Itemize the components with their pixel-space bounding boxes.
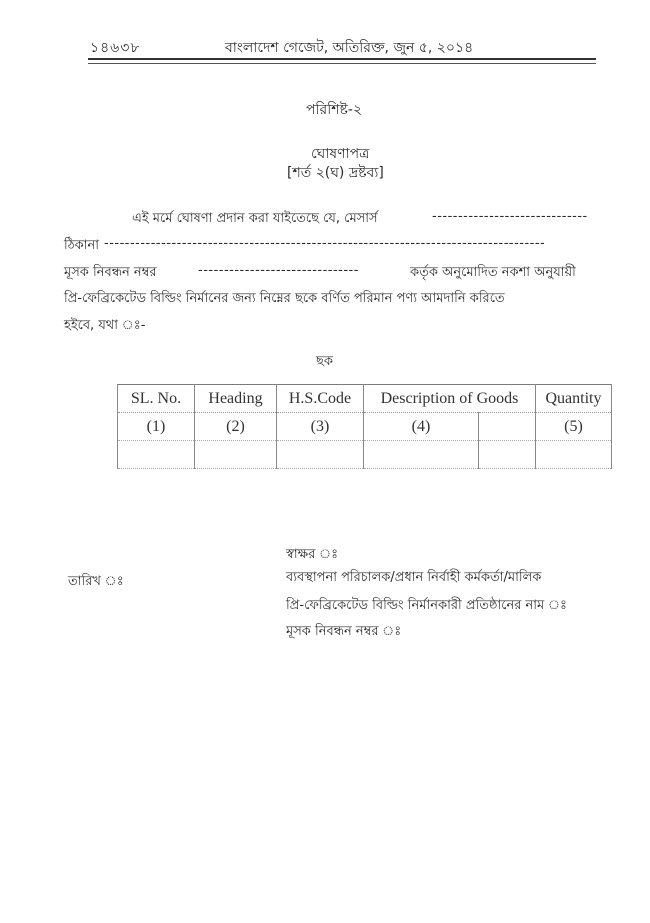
empty-cell	[195, 441, 277, 469]
header-hs-code: H.S.Code	[277, 385, 364, 413]
header-rule-thin	[88, 63, 596, 64]
table-caption: ছক	[316, 354, 333, 369]
goods-table	[117, 384, 612, 469]
gazette-header: বাংলাদেশ গেজেট, অতিরিক্ত, জুন ৫, ২০১৪	[225, 40, 474, 56]
col-number-3: (3)	[277, 413, 364, 441]
page-number: ১৪৬৩৮	[90, 40, 141, 56]
header-quantity: Quantity	[536, 385, 612, 413]
empty-cell	[479, 413, 536, 441]
header-heading: Heading	[195, 385, 277, 413]
declaration-title: ঘোষণাপত্র	[311, 146, 370, 162]
company-blank: ------------------------------	[432, 209, 588, 224]
declaration-subtitle: [শর্ত ২(ঘ) দ্রষ্টব্য]	[287, 165, 384, 181]
vat-reg-number-label: মূসক নিবন্ধন নম্বর ঃ	[286, 624, 402, 639]
col-number-4: (4)	[364, 413, 479, 441]
table-row	[118, 441, 612, 469]
header-description: Description of Goods	[364, 385, 536, 413]
company-name-label: প্রি-ফেব্রিকেটেড বিল্ডিং নির্মানকারী প্রতিষ্ঠানের নাম ঃ	[286, 598, 567, 613]
vat-reg-blank: -------------------------------	[198, 263, 359, 278]
header-sl-no: SL. No.	[118, 385, 195, 413]
declaration-line-1: এই মর্মে ঘোষণা প্রদান করা যাইতেছে যে, মেসার্স	[132, 211, 378, 226]
vat-reg-label: মূসক নিবন্ধন নম্বর	[64, 265, 157, 280]
signature-label: স্বাক্ষর ঃ	[286, 547, 339, 562]
date-label: তারিখ ঃ	[68, 574, 124, 589]
table-number-row	[118, 413, 612, 441]
address-blank: -------------------------------------------------------------------------------------	[104, 236, 546, 251]
declaration-line-5: হইবে, যথা ঃ-	[64, 318, 146, 333]
empty-cell	[479, 441, 536, 469]
designation-label: ব্যবস্থাপনা পরিচালক/প্রধান নির্বাহী কর্মকর্তা/মালিক	[286, 570, 542, 585]
declaration-line-4: প্রি-ফেব্রিকেটেড বিল্ডিং নির্মানের জন্য নিম্নের ছকে বর্ণিত পরিমান পণ্য আমদানি করিতে	[64, 291, 505, 306]
empty-cell	[364, 441, 479, 469]
address-label: ঠিকানা	[64, 238, 100, 253]
approved-design-text: কর্তৃক অনুমোদিত নকশা অনুযায়ী	[410, 265, 576, 280]
header-rule	[88, 58, 596, 60]
empty-cell	[277, 441, 364, 469]
col-number-1: (1)	[118, 413, 195, 441]
col-number-5: (5)	[536, 413, 612, 441]
empty-cell	[536, 441, 612, 469]
col-number-2: (2)	[195, 413, 277, 441]
empty-cell	[118, 441, 195, 469]
table-header-row	[118, 385, 612, 413]
annex-title: পরিশিষ্ট-২	[306, 102, 363, 118]
